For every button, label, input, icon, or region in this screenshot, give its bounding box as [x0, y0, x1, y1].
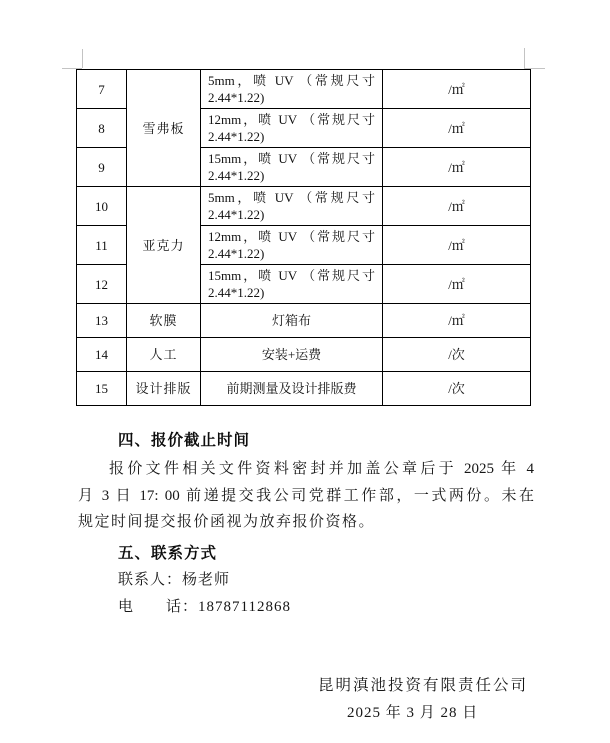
- description-cell: 灯箱布: [201, 304, 383, 338]
- document-date: 2025 年 3 月 28 日: [347, 705, 479, 721]
- paragraph-line: 规定时间提交报价函视为放弃报价资格。: [78, 514, 376, 530]
- paragraph-line: 报价文件相关文件资料密封并加盖公章后于 2025 年 4: [109, 461, 534, 477]
- row-number: 12: [77, 265, 127, 304]
- contact-phone: 电 话：18787112868: [118, 599, 291, 615]
- company-name: 昆明滇池投资有限责任公司: [318, 677, 529, 694]
- description-cell: 12mm，喷 UV （常规尺寸 2.44*1.22): [201, 226, 383, 265]
- row-number: 13: [77, 304, 127, 338]
- deadline-paragraph: [78, 456, 534, 536]
- contact-person: 联系人：杨老师: [118, 572, 231, 588]
- unit-cell: /㎡: [383, 265, 531, 304]
- table-row: [77, 70, 531, 109]
- category-cell: 雪弗板: [127, 70, 201, 187]
- row-number: 15: [77, 372, 127, 406]
- unit-cell: /㎡: [383, 187, 531, 226]
- unit-cell: /㎡: [383, 304, 531, 338]
- category-cell: 设计排版: [127, 372, 201, 406]
- row-number: 8: [77, 109, 127, 148]
- unit-cell: /次: [383, 338, 531, 372]
- description-cell: 15mm，喷 UV （常规尺寸 2.44*1.22): [201, 265, 383, 304]
- row-number: 7: [77, 70, 127, 109]
- price-table: [76, 69, 531, 406]
- margin-crop-mark-right-vertical: [524, 48, 525, 68]
- category-cell: 软膜: [127, 304, 201, 338]
- row-number: 10: [77, 187, 127, 226]
- table-row: [77, 304, 531, 338]
- unit-cell: /次: [383, 372, 531, 406]
- section-title-contact: 五、联系方式: [118, 545, 218, 562]
- table-row: [77, 338, 531, 372]
- section-title-deadline: 四、报价截止时间: [118, 432, 251, 449]
- description-cell: 5mm，喷 UV （常规尺寸 2.44*1.22): [201, 187, 383, 226]
- table-row: [77, 372, 531, 406]
- margin-crop-mark-left-vertical: [82, 49, 83, 68]
- row-number: 9: [77, 148, 127, 187]
- unit-cell: /㎡: [383, 70, 531, 109]
- description-cell: 5mm，喷 UV （常规尺寸 2.44*1.22): [201, 70, 383, 109]
- table-row: [77, 187, 531, 226]
- description-cell: 安装+运费: [201, 338, 383, 372]
- description-cell: 前期测量及设计排版费: [201, 372, 383, 406]
- unit-cell: /㎡: [383, 148, 531, 187]
- description-cell: 12mm，喷 UV （常规尺寸 2.44*1.22): [201, 109, 383, 148]
- unit-cell: /㎡: [383, 109, 531, 148]
- category-cell: 人工: [127, 338, 201, 372]
- unit-cell: /㎡: [383, 226, 531, 265]
- paragraph-line: 月 3 日 17: 00 前递提交我公司党群工作部，一式两份。未在: [78, 487, 534, 504]
- category-cell: 亚克力: [127, 187, 201, 304]
- row-number: 14: [77, 338, 127, 372]
- row-number: 11: [77, 226, 127, 265]
- description-cell: 15mm，喷 UV （常规尺寸 2.44*1.22): [201, 148, 383, 187]
